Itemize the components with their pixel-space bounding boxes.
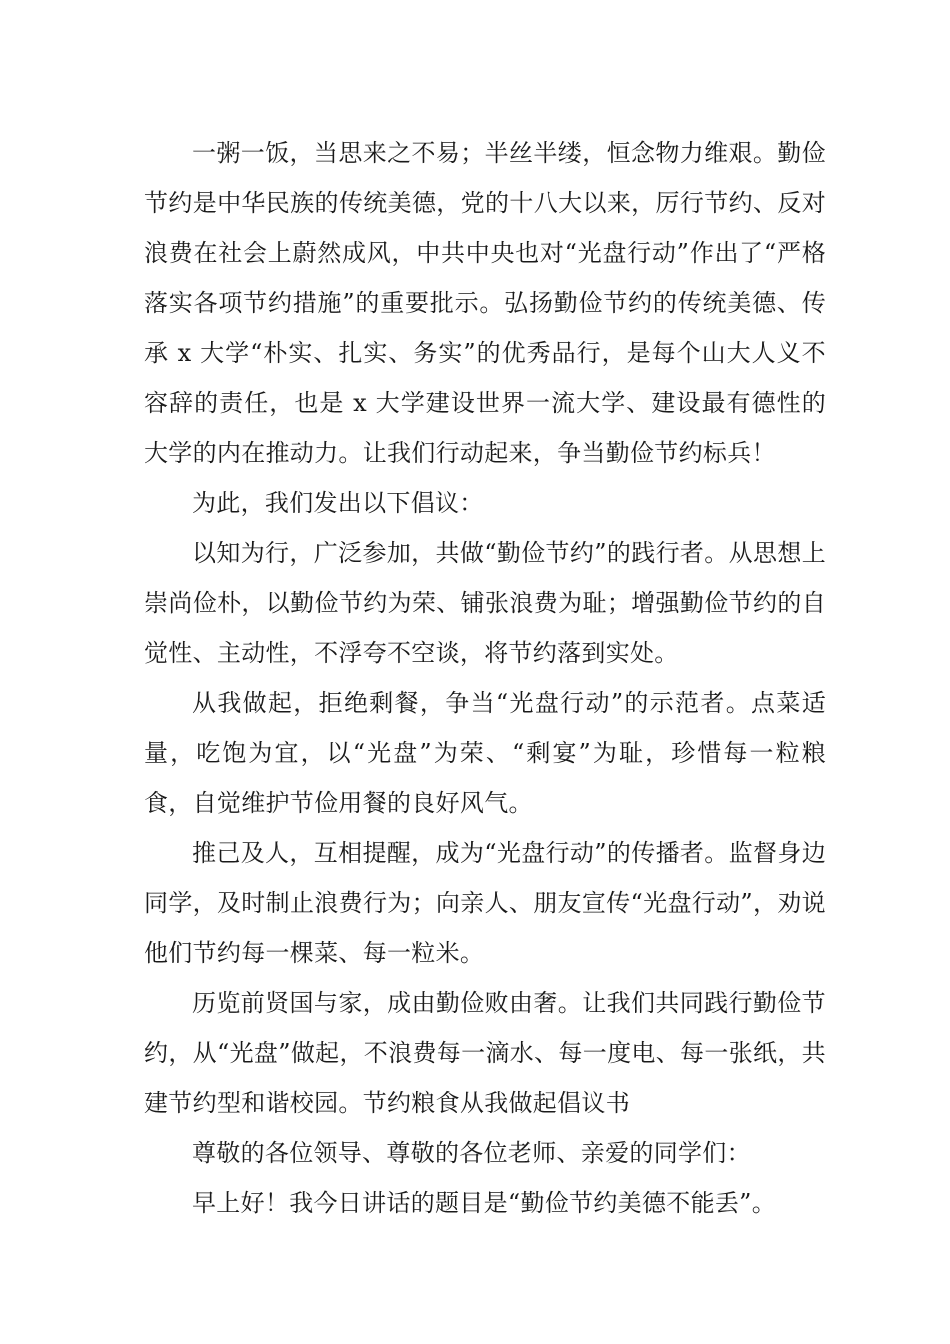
paragraph-proposal-lead: 为此，我们发出以下倡议： xyxy=(192,489,484,517)
paragraph-greeting: 早上好！我今日讲话的题目是“勤俭节约美德不能丢”。 xyxy=(192,1189,777,1217)
paragraph-intro: 一粥一饭，当思来之不易；半丝半缕，恒念物力维艰。勤俭节约是中华民族的传统美德，党的十八大以来，厉行节约、反对浪费在社会上蔚然成风，中共中央也对“光盘行动”作出了“严格落实各项节约措施”的重要批示。弘扬勤俭节约的传统美德、传承 x 大学“朴实、扎实、务实”的优秀品行，是每个山大人义不容辞的责任，也是 x 大学建设世界一流大学、建设最有德性的大学的内在推动力。让我们行动起来，争当勤俭节约标兵！ xyxy=(144,139,826,467)
paragraph-proposal-3: 推己及人，互相提醒，成为“光盘行动”的传播者。监督身边同学，及时制止浪费行为；向亲人、朋友宣传“光盘行动”，劝说他们节约每一棵菜、每一粒米。 xyxy=(144,839,826,967)
paragraph-proposal-2: 从我做起，拒绝剩餐，争当“光盘行动”的示范者。点菜适量，吃饱为宜，以“光盘”为荣、“剩宴”为耻，珍惜每一粒粮食，自觉维护节俭用餐的良好风气。 xyxy=(144,689,826,817)
document-body xyxy=(144,128,826,1228)
paragraph-salutation: 尊敬的各位领导、尊敬的各位老师、亲爱的同学们： xyxy=(192,1139,751,1167)
paragraph-conclusion: 历览前贤国与家，成由勤俭败由奢。让我们共同践行勤俭节约，从“光盘”做起，不浪费每一滴水、每一度电、每一张纸，共建节约型和谐校园。节约粮食从我做起倡议书 xyxy=(144,989,826,1117)
paragraph-proposal-1: 以知为行，广泛参加，共做“勤俭节约”的践行者。从思想上崇尚俭朴，以勤俭节约为荣、铺张浪费为耻；增强勤俭节约的自觉性、主动性，不浮夸不空谈，将节约落到实处。 xyxy=(144,539,826,667)
